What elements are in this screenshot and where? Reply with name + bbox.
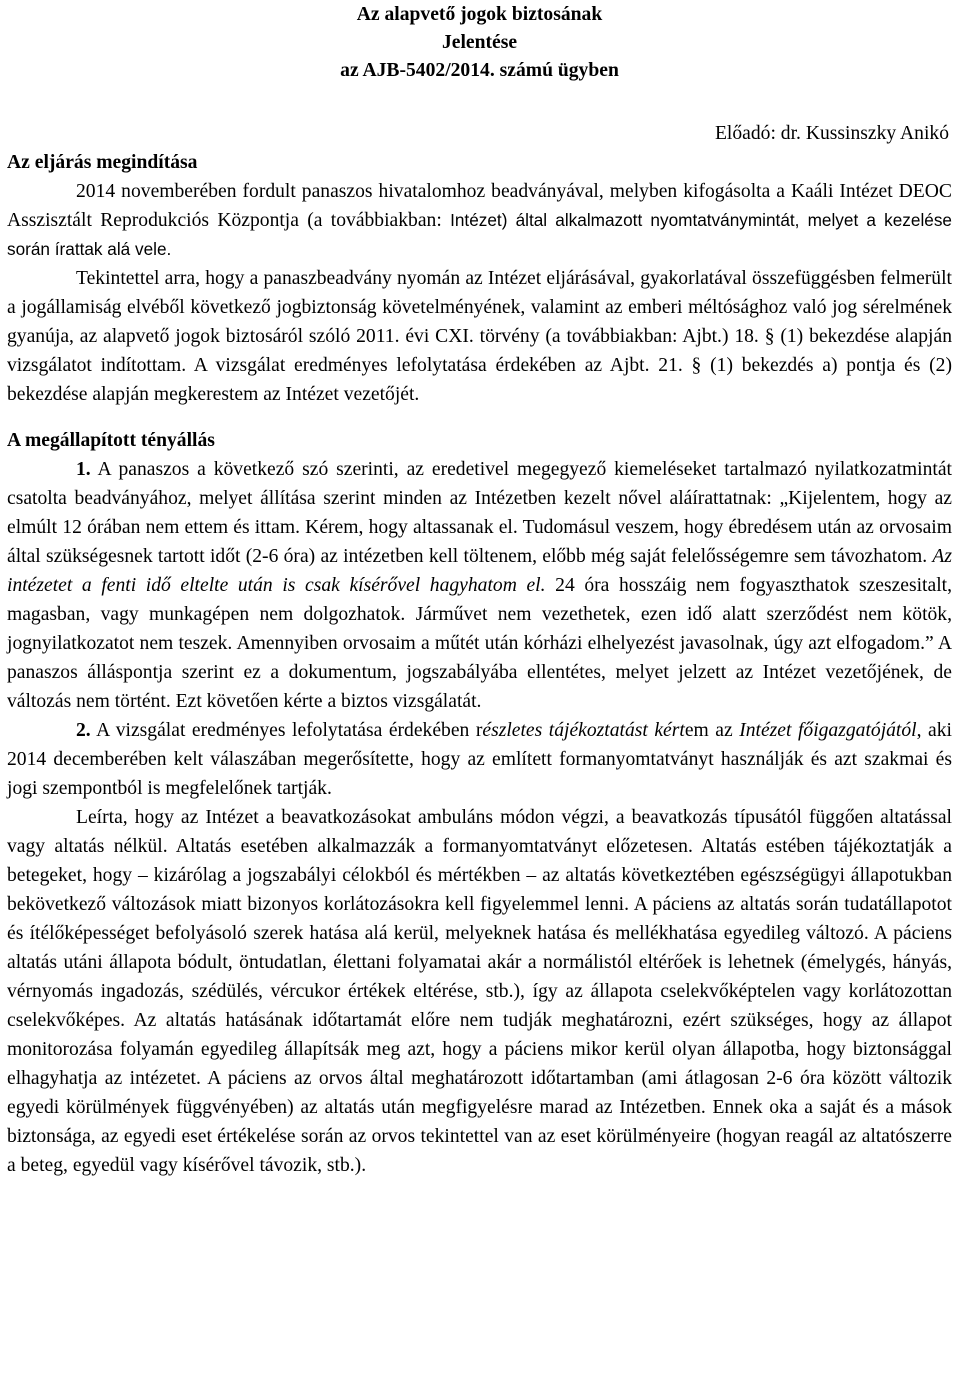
document-title xyxy=(7,0,952,85)
item-2-italic-b: Intézet főigazgatójától xyxy=(739,720,917,741)
presenter-line: Előadó: dr. Kussinszky Anikó xyxy=(714,123,949,144)
item-1-italic: Az intézetet a fenti idő eltelte után is csak kísérővel hagyhatom el. xyxy=(7,546,953,596)
paragraph-investigation: Tekintettel arra, hogy a panaszbeadvány nyomán az Intézet eljárásával, gyakorlatával összefüggésben felmerült a jogállamiság elvéből következő jogbiztonság követelményének, valamint az emberi méltósághoz való jog sérelmének gyanúja, az alapvető jogok biztosáról szóló 2011. évi CXI. törvény (a továbbiakban: Ajbt.) 18. § (1) bekezdése alapján vizsgálatot indítottam. A vizsgálat eredményes lefolytatása érdekében az Ajbt. 21. § (1) bekezdés a) pontja és (2) bekezdése alapján megkerestem az Intézet vezetőjét. xyxy=(7,268,952,405)
item-1-number: 1. xyxy=(76,459,91,480)
title-line-2: Jelentése xyxy=(441,32,518,53)
item-1-text-a: A panaszos a következő szó szerinti, az eredetivel megegyező kiemeléseket tartalmazó nyilatkozatmintát csatolta beadványához, melyet állítása szerint minden az Intézetben kezelt nővel aláírattatnak: „Kijelentem, hogy az elmúlt 12 órában nem ettem és ittam. Kérem, hogy altassanak el. Tudomásul veszem, hogy ébredésem után az orvosaim által szükségesnek tartott időt (2-6 óra) az intézetben kell töltenem, előbb még saját felelősségemre sem távozhatom. xyxy=(7,459,952,567)
paragraph-complaint-sans-text: Intézet) által alkalmazott nyomtatványmintát, melyet a kezelése során írattak alá vele. xyxy=(7,210,952,259)
section-heading-procedure: Az eljárás megindítása xyxy=(7,152,198,173)
paragraph-complaint xyxy=(7,177,952,264)
paragraph-item-1 xyxy=(7,455,952,716)
paragraph-item-2 xyxy=(7,716,952,803)
paragraph-anesthesia: Leírta, hogy az Intézet a beavatkozásokat ambuláns módon végzi, a beavatkozás típusától függően altatással vagy altatás nélkül. Altatás esetében alkalmazzák a formanyomtatványt előzetesen. Altatás estében tájékoztatják a betegeket, hogy – kizárólag a jogszabályi célokból és mértékben – az altatás következtében egészségügyi állapotukban bekövetkező változások miatt bizonyos korlátozásokra kell figyelemmel lenni. A páciens az altatás során tudatállapotot és ítélőképességet befolyásoló szerek hatása alá kerül, melyeknek hatása és mellékhatása egyedileg változó. A páciens altatás utáni állapota bódult, öntudatlan, élettani folyamatai akár a normálistól eltérőek is lehetnek (émelygés, hányás, vérnyomás ingadozás, szédülés, vércukor értékek eltérése, stb.), így az állapota cselekvőképtelen vagy korlátozottan cselekvőképes. Az altatás hatásának időtartamát előre nem tudják meghatározni, ezért szükséges, hogy az állapot monitorozása folyamán egyedileg állapítsák meg azt, hogy a páciens mikor kerül olyan állapotba, hogy biztonsággal elhagyhatja az intézetet. A páciens az orvos által meghatározott időtartamban (ami átlagosan 2-6 óra között változik egyedi körülmények függvényében) az altatás után megfigyelésre marad az Intézetben. Ennek oka a saját és a mások biztonsága, az egyedi eset értékelése során az orvos tekintettel van az eset körülményeire (hogyan reagál az altatószerre a beteg, egyedül vagy kísérővel távozik, stb.). xyxy=(7,807,952,1176)
item-2-text-c: , aki 2014 decemberében kelt válaszában megerősítette, hogy az említett formanyomtatványt használják és azt szakmai és jogi szempontból is megfelelőnek tartják. xyxy=(7,720,952,799)
title-line-3: az AJB-5402/2014. számú ügyben xyxy=(340,60,619,81)
paragraph-complaint-text: 2014 novemberében fordult panaszos hivatalomhoz beadványával, melyben kifogásolta a Kaáli Intézet DEOC Asszisztált Reprodukciós Központja (a továbbiakban: xyxy=(7,181,952,231)
title-line-1: Az alapvető jogok biztosának xyxy=(356,4,603,25)
item-2-italic-a: észletes tájékoztatást kért xyxy=(482,720,685,741)
item-2-number: 2. xyxy=(76,720,91,741)
section-heading-facts: A megállapított tényállás xyxy=(7,430,215,451)
item-2-text-a: A vizsgálat eredményes lefolytatása érdekében r xyxy=(96,720,483,741)
item-2-text-b: em az xyxy=(684,720,733,741)
item-1-text-b: 24 óra hosszáig nem fogyaszthatok szeszesitalt, magasban, vagy munkagépen nem dolgozhatok. Járművet nem vezethetek, ezen idő alatt szerződést nem kötök, jognyilatkozatot nem teszek. Amennyiben orvosaim a műtét után kórházi elhelyezést javasolnak, úgy azt elfogadom.” A panaszos álláspontja szerint ez a dokumentum, jogszabályába ellentétes, melyet jelzett az Intézet vezetőjének, de változás nem történt. Ezt követően kérte a biztos vizsgálatát. xyxy=(7,575,952,712)
